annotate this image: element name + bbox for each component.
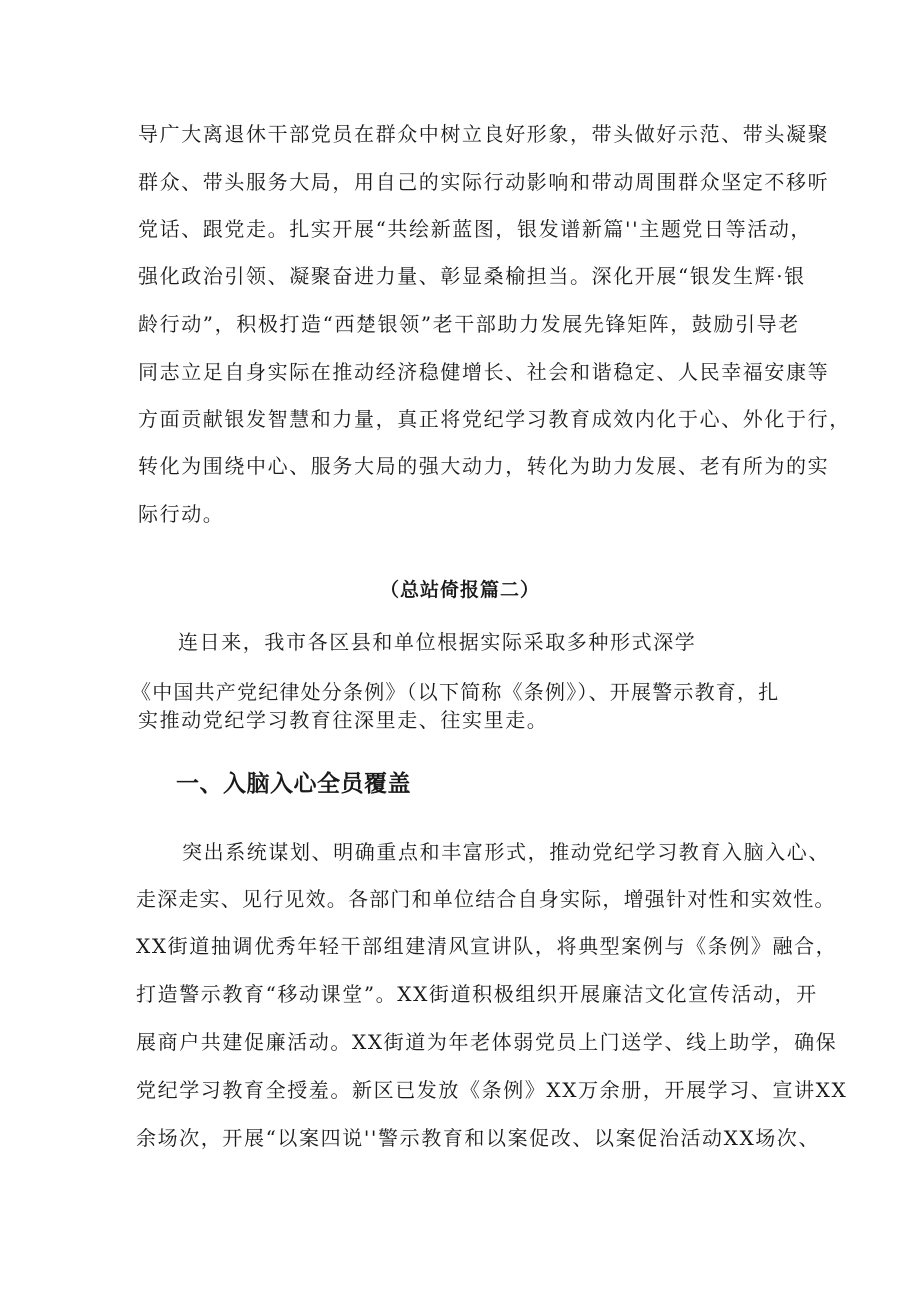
intro-line: 连日来，我市各区县和单位根据实际采取多种形式深学 [178,630,697,654]
intro-line: 实推动党纪学习教育往深里走、往实里走。 [138,708,549,732]
paragraph-line: 群众、带头服务大局，用自己的实际行动影响和带动周围群众坚定不移听 [138,170,830,194]
paragraph-line: 导广大离退休干部党员在群众中树立良好形象，带头做好示范、带头凝聚 [138,122,830,146]
paragraph-line: 同志立足自身实际在推动经济稳健增长、社会和谐稳定、人民幸福安康等 [138,360,830,384]
section-line: XX街道抽调优秀年轻干部组建清风宣讲队，将典型案例与《条例》融合， [136,934,838,958]
section-line: 走深走实、见行见效。各部门和单位结合自身实际，增强针对性和实效性。 [136,887,836,911]
section-line: 突出系统谋划、明确重点和丰富形式，推动党纪学习教育入脑入心、 [182,840,830,864]
paragraph-line: 强化政治引领、凝聚奋进力量、彰显桑榆担当。深化开展“银发生辉·银 [138,264,806,288]
paragraph-line: 转化为围绕中心、服务大局的强大动力，转化为助力发展、老有所为的实 [138,454,830,478]
paragraph-line: 方面贡献银发智慧和力量，真正将党纪学习教育成效内化于心、外化于行， [138,407,851,431]
paragraph-line: 党话、跟党走。扎实开展“共绘新蓝图，银发谱新篇''主题党日等活动， [138,217,813,241]
paragraph-line: 龄行动”，积极打造“西楚银领”老干部助力发展先锋矩阵，鼓励引导老 [138,312,800,336]
intro-line: 《中国共产党纪律处分条例》（以下简称《条例》）、开展警示教育，扎 [131,680,780,704]
section-heading: 一、入脑入心全员覆盖 [176,771,411,797]
section-subtitle: （总站倚报篇二） [379,579,540,601]
section-line: 打造警示教育“移动课堂”。XX街道积极组织开展廉洁文化宣传活动，开 [136,982,818,1006]
section-line: 党纪学习教育全授羞。新区已发放《条例》XX万余册，开展学习、宣讲XX [136,1078,848,1102]
paragraph-line: 际行动。 [138,502,225,526]
section-line: 展商户共建促廉活动。XX街道为年老体弱党员上门送学、线上助学，确保 [136,1030,838,1054]
section-line: 余场次，开展“以案四说''警示教育和以案促改、以案促治活动XX场次、 [136,1126,821,1150]
